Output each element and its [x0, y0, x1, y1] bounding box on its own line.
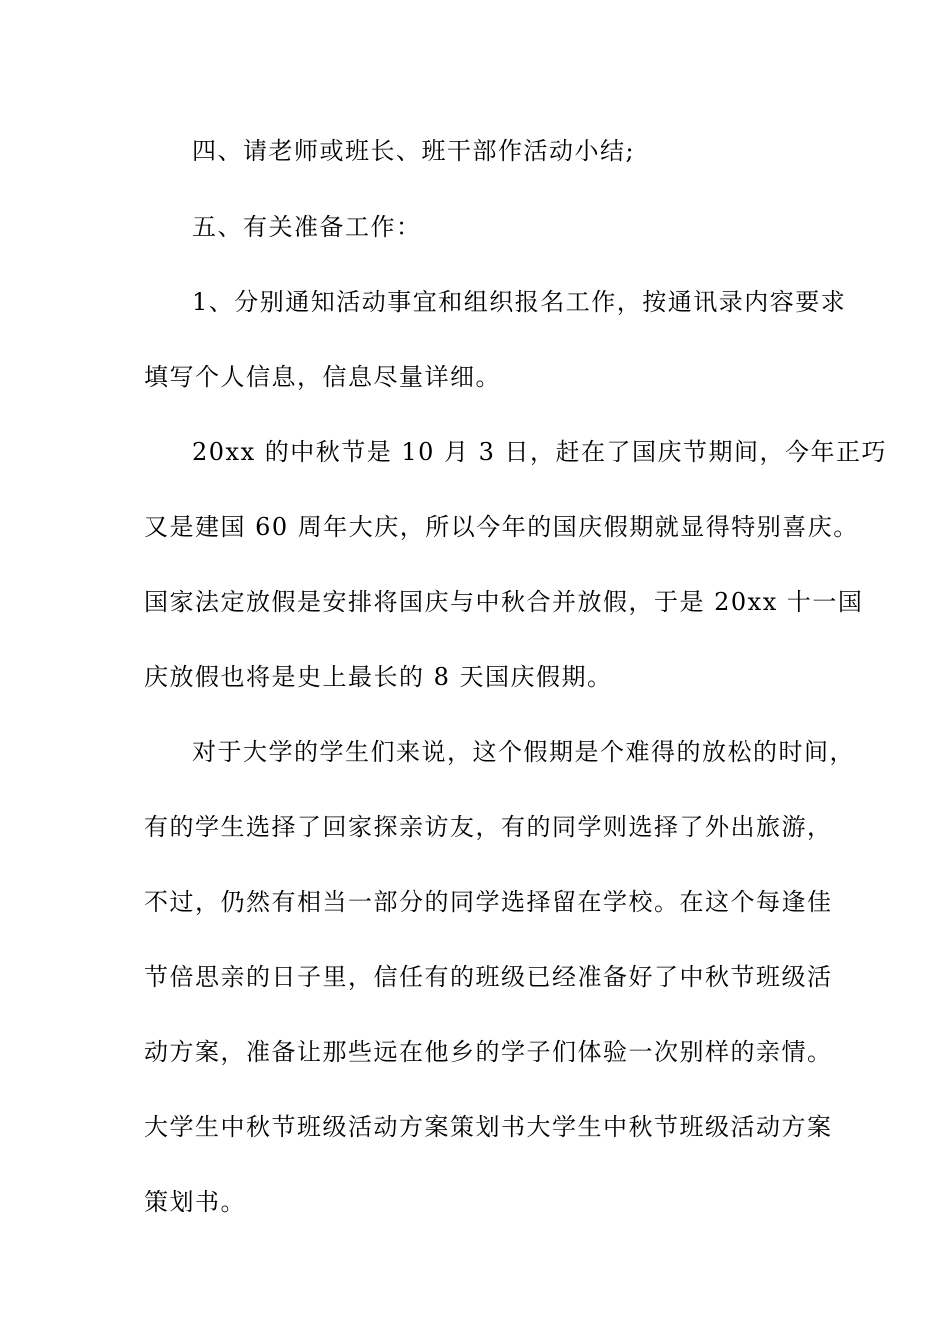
- text-line: 不过，仍然有相当一部分的同学选择留在学校。在这个每逢佳: [144, 888, 833, 916]
- text-line: 1、分别通知活动事宜和组织报名工作，按通讯录内容要求: [192, 288, 847, 316]
- text-line: 庆放假也将是史上最长的 8 天国庆假期。: [144, 663, 613, 691]
- text-line: 国家法定放假是安排将国庆与中秋合并放假，于是 20xx 十一国: [144, 588, 864, 616]
- text-line: 动方案，准备让那些远在他乡的学子们体验一次别样的亲情。: [144, 1038, 833, 1066]
- text-line: 策划书。: [144, 1188, 246, 1216]
- text-line: 节倍思亲的日子里，信任有的班级已经准备好了中秋节班级活: [144, 963, 833, 991]
- text-line: 又是建国 60 周年大庆，所以今年的国庆假期就显得特别喜庆。: [144, 513, 859, 541]
- text-line: 对于大学的学生们来说，这个假期是个难得的放松的时间，: [192, 738, 855, 766]
- text-line: 四、请老师或班长、班干部作活动小结;: [192, 137, 636, 165]
- text-line: 五、有关准备工作：: [192, 213, 422, 241]
- text-line: 有的学生选择了回家探亲访友，有的同学则选择了外出旅游，: [144, 813, 833, 841]
- text-line: 20xx 的中秋节是 10 月 3 日，赶在了国庆节期间，今年正巧: [192, 438, 888, 466]
- text-line: 大学生中秋节班级活动方案策划书大学生中秋节班级活动方案: [144, 1113, 833, 1141]
- text-line: 填写个人信息，信息尽量详细。: [144, 363, 501, 391]
